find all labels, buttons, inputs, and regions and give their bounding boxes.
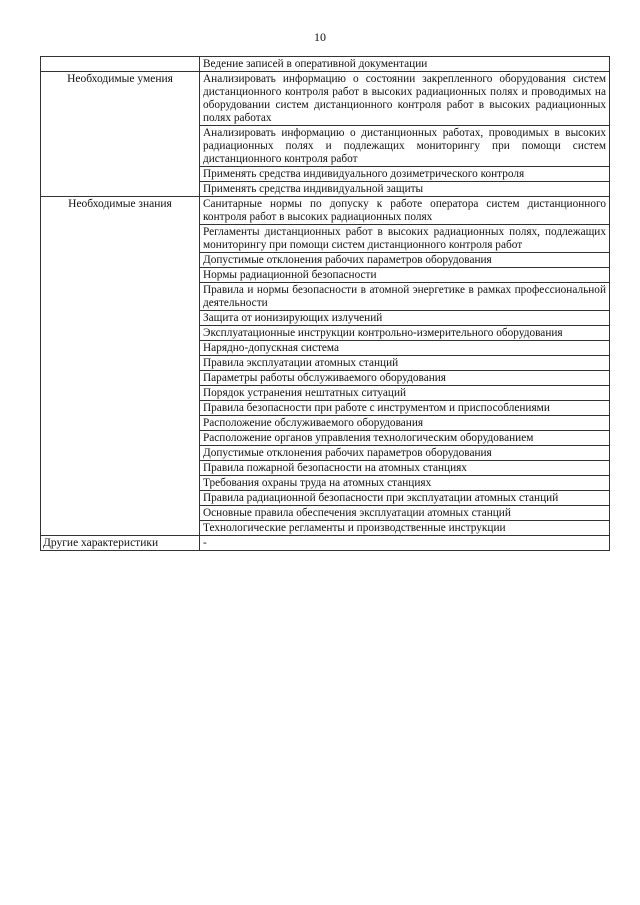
knowledge-item: Защита от ионизирующих излучений <box>200 311 610 326</box>
knowledge-item: Расположение органов управления технологическим оборудованием <box>200 431 610 446</box>
knowledge-item: Нормы радиационной безопасности <box>200 268 610 283</box>
table-row <box>41 536 610 551</box>
qualification-table <box>40 56 610 551</box>
table-row <box>41 72 610 126</box>
skill-item: Анализировать информацию о дистанционных работах, проводимых в высоких радиационных полях и подлежащих мониторингу при помощи систем дистанционного контроля работ <box>200 126 610 167</box>
knowledge-item: Технологические регламенты и производственные инструкции <box>200 521 610 536</box>
knowledge-label: Необходимые знания <box>41 197 200 536</box>
skill-item: Применять средства индивидуального дозиметрического контроля <box>200 167 610 182</box>
page-number: 10 <box>314 30 326 44</box>
knowledge-item: Допустимые отклонения рабочих параметров оборудования <box>200 253 610 268</box>
knowledge-item: Регламенты дистанционных работ в высоких радиационных полях, подлежащих мониторингу при помощи систем дистанционного контроля работ <box>200 225 610 253</box>
other-label: Другие характеристики <box>41 536 200 551</box>
knowledge-item: Правила радиационной безопасности при эксплуатации атомных станций <box>200 491 610 506</box>
knowledge-item: Требования охраны труда на атомных станциях <box>200 476 610 491</box>
knowledge-item: Порядок устранения нештатных ситуаций <box>200 386 610 401</box>
table-cell: Ведение записей в оперативной документации <box>200 57 610 72</box>
skill-item: Применять средства индивидуальной защиты <box>200 182 610 197</box>
knowledge-item: Санитарные нормы по допуску к работе оператора систем дистанционного контроля работ в высоких радиационных полях <box>200 197 610 225</box>
knowledge-item: Нарядно-допускная система <box>200 341 610 356</box>
other-value: - <box>200 536 610 551</box>
knowledge-item: Правила и нормы безопасности в атомной энергетике в рамках профессиональной деятельности <box>200 283 610 311</box>
knowledge-item: Эксплуатационные инструкции контрольно-измерительного оборудования <box>200 326 610 341</box>
knowledge-item: Допустимые отклонения рабочих параметров оборудования <box>200 446 610 461</box>
knowledge-item: Основные правила обеспечения эксплуатации атомных станций <box>200 506 610 521</box>
knowledge-item: Правила эксплуатации атомных станций <box>200 356 610 371</box>
knowledge-item: Параметры работы обслуживаемого оборудования <box>200 371 610 386</box>
empty-label-cell <box>41 57 200 72</box>
table-row <box>41 57 610 72</box>
knowledge-item: Правила безопасности при работе с инструментом и приспособлениями <box>200 401 610 416</box>
skills-label: Необходимые умения <box>41 72 200 197</box>
skill-item: Анализировать информацию о состоянии закрепленного оборудования систем дистанционного контроля работ в высоких радиационных полях и проводимых на оборудовании систем дистанционного контроля работ в высоких радиационных полях работах <box>200 72 610 126</box>
knowledge-item: Расположение обслуживаемого оборудования <box>200 416 610 431</box>
knowledge-item: Правила пожарной безопасности на атомных станциях <box>200 461 610 476</box>
table-row <box>41 197 610 225</box>
